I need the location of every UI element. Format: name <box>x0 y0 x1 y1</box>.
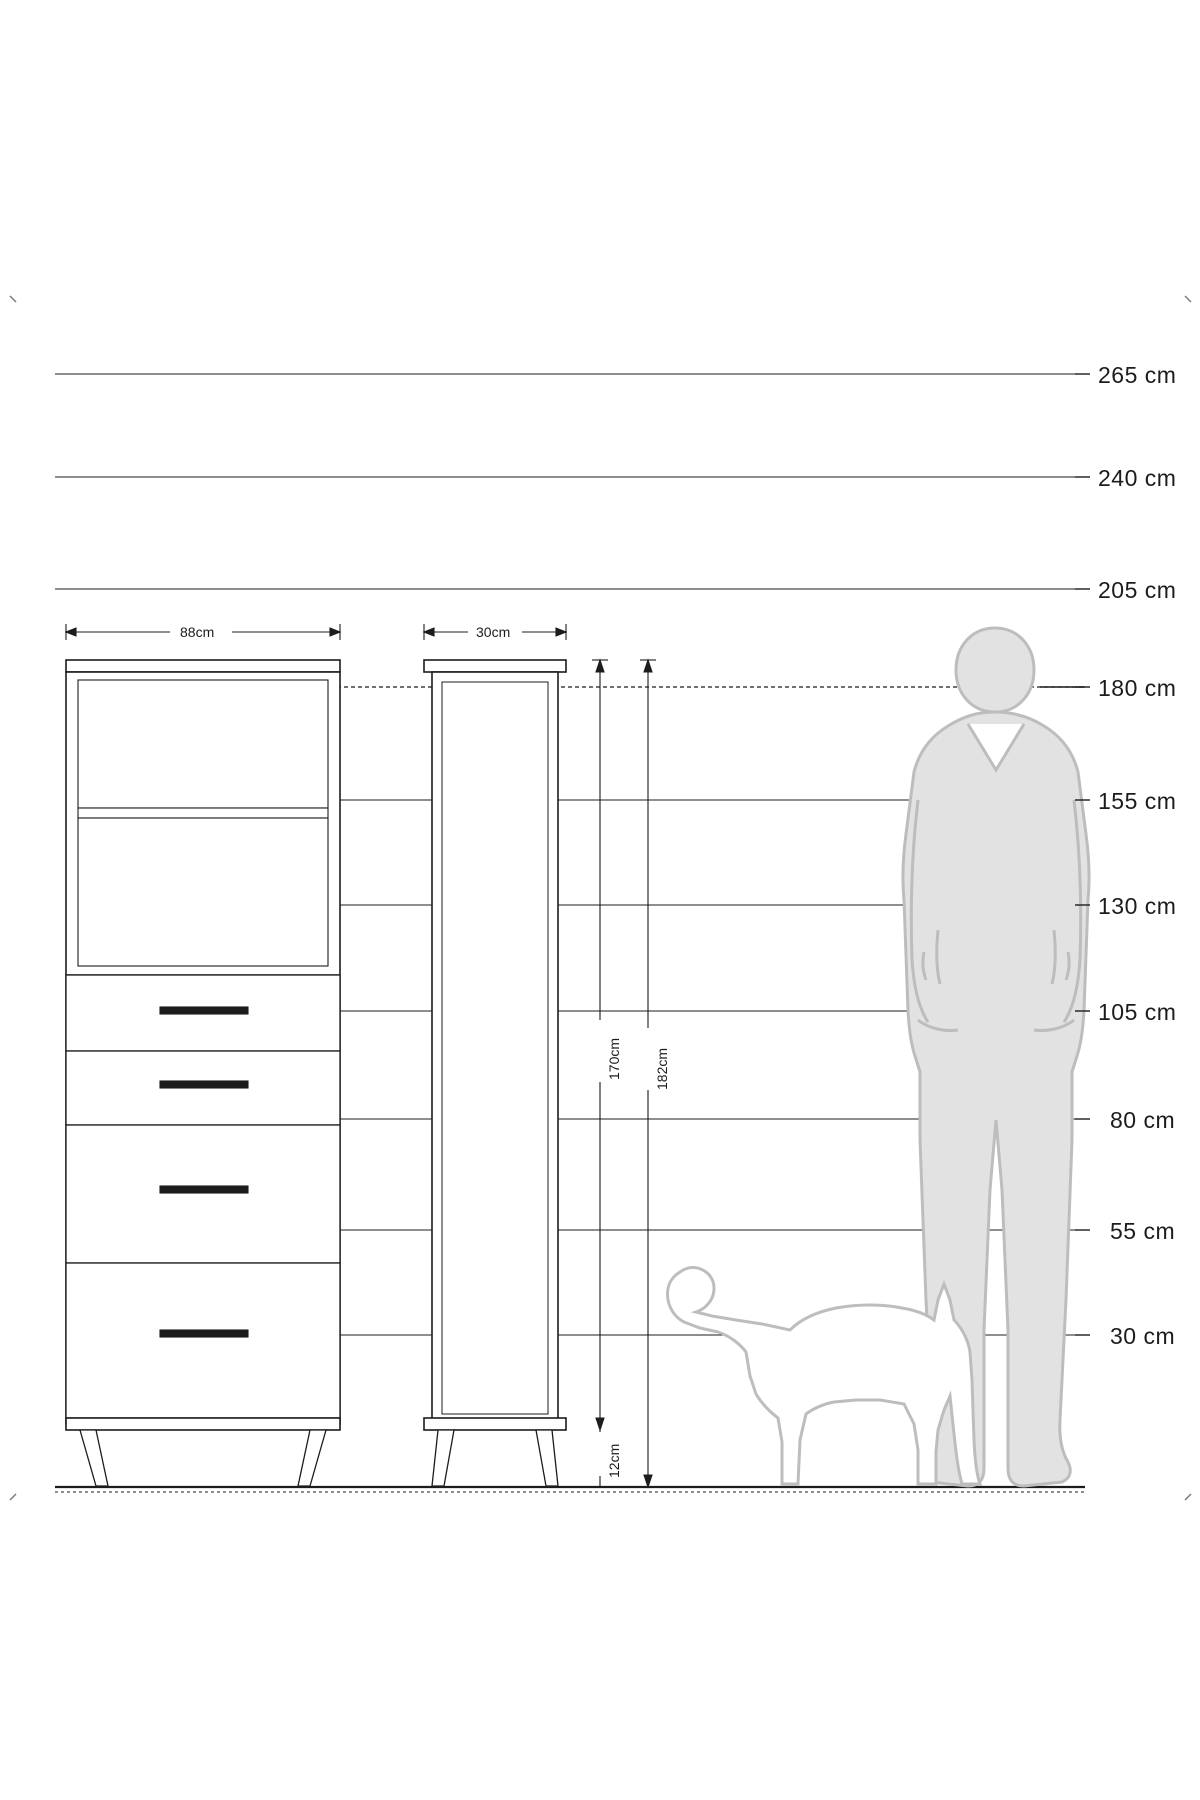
scale-label-80: 80 cm <box>1110 1107 1176 1133</box>
height-label-182: 182cm <box>654 1047 670 1090</box>
floor-line <box>55 1487 1085 1492</box>
scale-label-180: 180 cm <box>1098 675 1177 701</box>
height-label-170: 170cm <box>606 1037 622 1080</box>
scale-label-155: 155 cm <box>1098 788 1177 814</box>
scale-label-55: 55 cm <box>1110 1218 1176 1244</box>
tall-narrow-cabinet <box>424 660 566 1486</box>
height-label-12: 12cm <box>606 1443 622 1478</box>
scale-label-30: 30 cm <box>1110 1323 1176 1349</box>
scale-label-105: 105 cm <box>1098 999 1177 1025</box>
scale-label-205: 205 cm <box>1098 577 1177 603</box>
scale-label-240: 240 cm <box>1098 465 1177 491</box>
sideboard-cabinet <box>66 660 340 1486</box>
width-label-88: 88cm <box>180 624 215 640</box>
scale-label-265: 265 cm <box>1098 362 1177 388</box>
scale-label-130: 130 cm <box>1098 893 1177 919</box>
width-label-30: 30cm <box>476 624 511 640</box>
